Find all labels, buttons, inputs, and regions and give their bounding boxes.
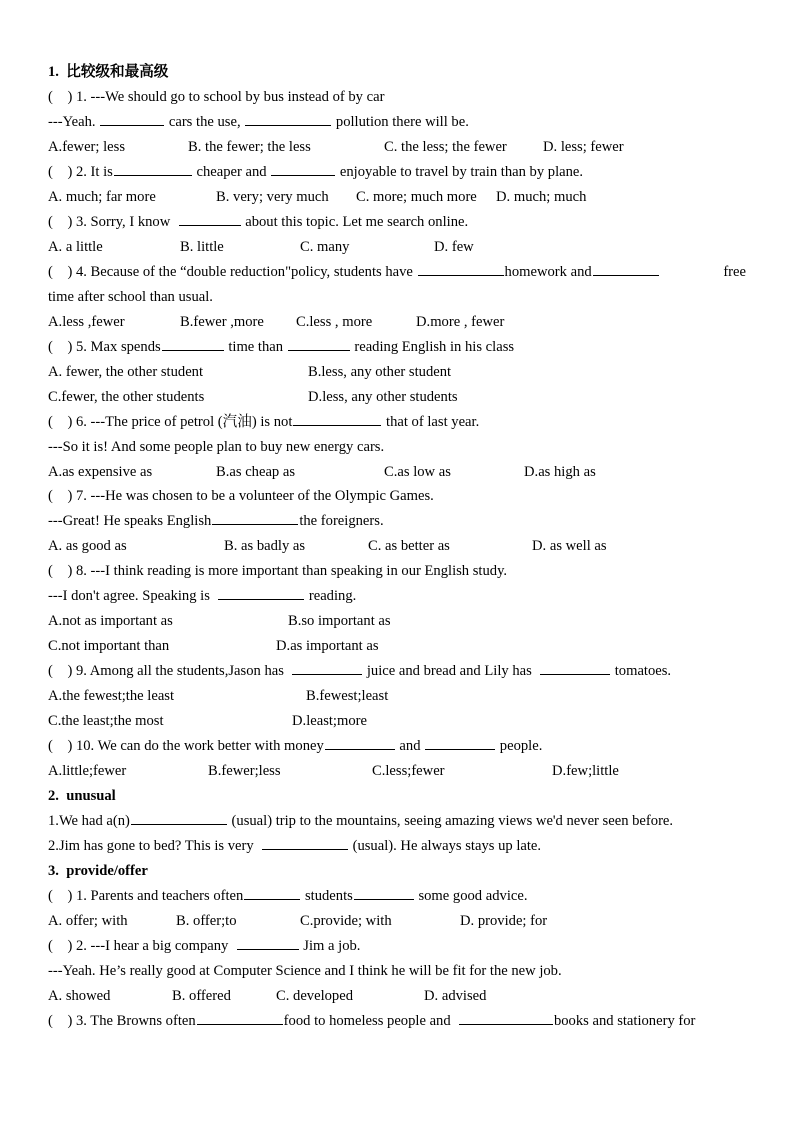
option-c[interactable]: C. more; much more xyxy=(356,189,477,205)
option-a[interactable]: A. fewer, the other student xyxy=(48,364,204,380)
option-b[interactable]: B. offered xyxy=(172,988,231,1004)
question-4-stem: ( ) 4. Because of the “double reduction"policy, students have homework and free xyxy=(48,260,746,285)
option-c[interactable]: C.the least;the most xyxy=(48,713,164,729)
answer-blank[interactable] xyxy=(593,260,659,276)
question-1-options xyxy=(48,135,748,160)
question-7-options xyxy=(48,534,748,559)
answer-blank[interactable] xyxy=(292,659,362,675)
answer-blank[interactable] xyxy=(237,934,299,950)
option-d[interactable]: D. advised xyxy=(424,988,487,1004)
option-d[interactable]: D. much; much xyxy=(496,189,587,205)
answer-blank[interactable] xyxy=(162,335,224,351)
question-3-options xyxy=(48,235,748,260)
answer-blank[interactable] xyxy=(459,1009,553,1025)
question-1-line2: ---Yeah. cars the use, pollution there will be. xyxy=(48,110,469,135)
answer-blank[interactable] xyxy=(354,884,414,900)
question-9-stem: ( ) 9. Among all the students,Jason has juice and bread and Lily has tomatoes. xyxy=(48,659,671,684)
answer-blank[interactable] xyxy=(197,1009,283,1025)
option-a[interactable]: A.as expensive as xyxy=(48,464,153,480)
question-5-options-row2 xyxy=(48,385,748,410)
answer-blank[interactable] xyxy=(245,110,331,126)
answer-blank[interactable] xyxy=(293,410,381,426)
option-b[interactable]: B. as badly as xyxy=(224,538,306,554)
unusual-question-1: 1.We had a(n) (usual) trip to the mountains, seeing amazing views we'd never seen before. xyxy=(48,809,673,834)
option-c[interactable]: C. many xyxy=(300,239,350,255)
question-5-stem: ( ) 5. Max spends time than reading English in his class xyxy=(48,335,514,360)
question-3-stem: ( ) 3. Sorry, I know about this topic. Let me search online. xyxy=(48,210,468,235)
question-8-options-row2 xyxy=(48,634,748,659)
option-c[interactable]: C. the less; the fewer xyxy=(384,139,507,155)
answer-blank[interactable] xyxy=(288,335,350,351)
answer-blank[interactable] xyxy=(131,809,227,825)
question-8-options-row1 xyxy=(48,609,748,634)
option-a[interactable]: A.less ,fewer xyxy=(48,314,125,330)
option-a[interactable]: A. much; far more xyxy=(48,189,156,205)
option-c[interactable]: C.not important than xyxy=(48,638,170,654)
option-d[interactable]: D.less, any other students xyxy=(308,389,458,405)
question-4-continued: time after school than usual. xyxy=(48,289,213,305)
answer-blank[interactable] xyxy=(418,260,504,276)
option-a[interactable]: A. offer; with xyxy=(48,913,128,929)
section-heading: 2. unusual xyxy=(48,788,116,804)
answer-blank[interactable] xyxy=(325,734,395,750)
option-b[interactable]: B. offer;to xyxy=(176,913,237,929)
question-2-options xyxy=(48,185,748,210)
answer-blank[interactable] xyxy=(212,509,298,525)
answer-blank[interactable] xyxy=(425,734,495,750)
answer-blank[interactable] xyxy=(262,834,348,850)
provide-question-2-options xyxy=(48,984,748,1009)
option-c[interactable]: C.less;fewer xyxy=(372,763,445,779)
question-8-line2: ---I don't agree. Speaking is reading. xyxy=(48,584,356,609)
option-b[interactable]: B.fewer;less xyxy=(208,763,281,779)
option-c[interactable]: C. as better as xyxy=(368,538,450,554)
section-heading: 1. 比较级和最高级 xyxy=(48,64,169,80)
option-a[interactable]: A.not as important as xyxy=(48,613,173,629)
option-c[interactable]: C.fewer, the other students xyxy=(48,389,205,405)
option-d[interactable]: D. provide; for xyxy=(460,913,548,929)
option-b[interactable]: B.fewest;least xyxy=(306,688,389,704)
answer-blank[interactable] xyxy=(271,160,335,176)
option-d[interactable]: D.as important as xyxy=(276,638,379,654)
option-a[interactable]: A. a little xyxy=(48,239,103,255)
option-c[interactable]: C. developed xyxy=(276,988,354,1004)
question-2-stem: ( ) 2. It is cheaper and enjoyable to travel by train than by plane. xyxy=(48,160,583,185)
question-10-options xyxy=(48,759,748,784)
provide-question-1-stem: ( ) 1. Parents and teachers often students some good advice. xyxy=(48,884,527,909)
answer-blank[interactable] xyxy=(100,110,164,126)
question-4-options xyxy=(48,310,748,335)
option-d[interactable]: D. less; fewer xyxy=(543,139,624,155)
question-9-options-row1 xyxy=(48,684,748,709)
option-d[interactable]: D.as high as xyxy=(524,464,596,480)
option-a[interactable]: A.the fewest;the least xyxy=(48,688,175,704)
option-a[interactable]: A. as good as xyxy=(48,538,127,554)
option-b[interactable]: B. the fewer; the less xyxy=(188,139,311,155)
answer-blank[interactable] xyxy=(244,884,300,900)
option-d[interactable]: D.more , fewer xyxy=(416,314,505,330)
provide-question-1-options xyxy=(48,909,748,934)
question-1-stem: ( ) 1. ---We should go to school by bus instead of by car xyxy=(48,89,385,105)
answer-blank[interactable] xyxy=(114,160,192,176)
section-heading: 3. provide/offer xyxy=(48,863,148,879)
unusual-question-2: 2.Jim has gone to bed? This is very (usual). He always stays up late. xyxy=(48,834,541,859)
question-9-options-row2 xyxy=(48,709,748,734)
provide-question-2-line2: ---Yeah. He’s really good at Computer Science and I think he will be fit for the new job. xyxy=(48,963,562,979)
provide-question-3-stem: ( ) 3. The Browns often food to homeless people and books and stationery for xyxy=(48,1009,695,1034)
provide-question-2-stem: ( ) 2. ---I hear a big company Jim a job. xyxy=(48,934,360,959)
question-7-line2: ---Great! He speaks English the foreigners. xyxy=(48,509,384,534)
option-d[interactable]: D.few;little xyxy=(552,763,619,779)
option-b[interactable]: B. little xyxy=(180,239,224,255)
option-b[interactable]: B.fewer ,more xyxy=(180,314,264,330)
question-10-stem: ( ) 10. We can do the work better with money and people. xyxy=(48,734,542,759)
option-b[interactable]: B.so important as xyxy=(288,613,391,629)
option-c[interactable]: C.provide; with xyxy=(300,913,392,929)
option-b[interactable]: B.less, any other student xyxy=(308,364,452,380)
option-a[interactable]: A. showed xyxy=(48,988,111,1004)
question-6-line2: ---So it is! And some people plan to buy new energy cars. xyxy=(48,439,385,455)
option-d[interactable]: D. as well as xyxy=(532,538,607,554)
option-d[interactable]: D. few xyxy=(434,239,474,255)
question-8-stem: ( ) 8. ---I think reading is more important than speaking in our English study. xyxy=(48,563,508,579)
option-c[interactable]: C.as low as xyxy=(384,464,451,480)
option-a[interactable]: A.fewer; less xyxy=(48,139,125,155)
option-b[interactable]: B. very; very much xyxy=(216,189,329,205)
question-5-options-row1 xyxy=(48,360,748,385)
option-c[interactable]: C.less , more xyxy=(296,314,373,330)
question-7-stem: ( ) 7. ---He was chosen to be a volunteer of the Olympic Games. xyxy=(48,488,434,504)
answer-blank[interactable] xyxy=(218,584,304,600)
option-b[interactable]: B.as cheap as xyxy=(216,464,296,480)
answer-blank[interactable] xyxy=(179,210,241,226)
question-6-options xyxy=(48,460,748,485)
answer-blank[interactable] xyxy=(540,659,610,675)
option-a[interactable]: A.little;fewer xyxy=(48,763,127,779)
option-d[interactable]: D.least;more xyxy=(292,713,367,729)
question-6-stem: ( ) 6. ---The price of petrol (汽油) is not that of last year. xyxy=(48,410,479,435)
